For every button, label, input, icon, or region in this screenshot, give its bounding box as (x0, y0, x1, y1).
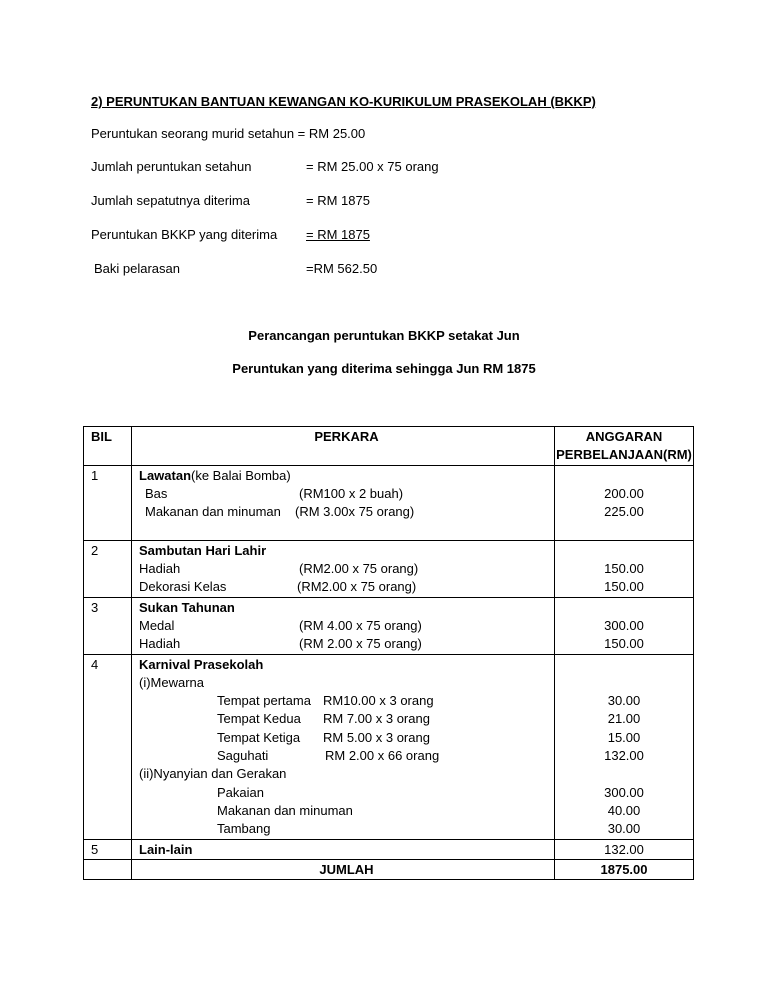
row-bil: 1 (84, 465, 132, 540)
row-amounts (555, 540, 694, 597)
item-calc: RM 2.00 x 66 orang (325, 748, 440, 764)
summary-annual (91, 159, 491, 175)
item-amount: 21.00 (607, 711, 641, 727)
summary-label: Jumlah sepatutnya diterima (91, 193, 250, 208)
item-name: Tempat Ketiga (217, 729, 301, 745)
table-row (84, 597, 694, 654)
item-calc: (RM 3.00x 75 orang) (295, 504, 415, 520)
row-amounts (555, 839, 694, 859)
summary-received (91, 227, 491, 243)
plan-title: Perancangan peruntukan BKKP setakat Jun (248, 328, 520, 343)
item-calc: (RM100 x 2 buah) (299, 485, 404, 501)
subsection-label: (i)Mewarna (139, 674, 205, 690)
section-heading: 2) PERUNTUKAN BANTUAN KEWANGAN KO-KURIKULUM PRASEKOLAH (BKKP) (91, 94, 596, 109)
table-header-row (84, 427, 694, 466)
item-name: Hadiah (139, 636, 181, 652)
row-perkara (132, 540, 555, 597)
row-perkara (132, 839, 555, 859)
summary-label: Baki pelarasan (94, 261, 180, 276)
item-name: Tambang (217, 821, 271, 837)
row-title: Lain-lain (139, 841, 193, 857)
header-anggaran (555, 427, 694, 466)
row-bil: 5 (84, 839, 132, 859)
item-calc: (RM2.00 x 75 orang) (297, 579, 417, 595)
budget-table (83, 426, 694, 880)
subsection-label: (ii)Nyanyian dan Gerakan (139, 766, 287, 782)
item-name: Tempat pertama (217, 693, 311, 709)
table-row (84, 540, 694, 597)
row-amounts (555, 654, 694, 839)
row-perkara (132, 597, 555, 654)
row-bil: 2 (84, 540, 132, 597)
item-name: Bas (145, 485, 168, 501)
summary-label: Jumlah peruntukan setahun (91, 159, 252, 174)
item-calc: (RM 2.00 x 75 orang) (299, 636, 422, 652)
total-label: JUMLAH (132, 859, 555, 879)
summary-label: Peruntukan seorang murid setahun = RM 25.00 (91, 126, 366, 141)
item-name: Makanan dan minuman (145, 504, 281, 520)
item-amount: 132.00 (604, 841, 644, 857)
item-name: Dekorasi Kelas (139, 579, 227, 595)
item-calc: RM10.00 x 3 orang (323, 693, 434, 709)
total-amount: 1875.00 (555, 859, 694, 879)
item-amount: 15.00 (607, 729, 641, 745)
row-perkara (132, 654, 555, 839)
item-amount: 200.00 (604, 485, 644, 501)
table-row (84, 654, 694, 839)
summary-balance (94, 261, 494, 277)
item-name: Tempat Kedua (217, 711, 301, 727)
summary-value: =RM 562.50 (306, 261, 378, 276)
item-amount: 40.00 (607, 802, 641, 818)
header-perkara: PERKARA (132, 427, 555, 466)
row-amounts (555, 465, 694, 540)
summary-expected (91, 193, 491, 209)
summary-per-pupil (91, 126, 365, 142)
item-amount: 150.00 (604, 636, 644, 652)
item-amount: 300.00 (604, 617, 644, 633)
item-name: Makanan dan minuman (217, 802, 353, 818)
item-name: Pakaian (217, 784, 264, 800)
item-amount: 150.00 (604, 561, 644, 577)
row-title: Lawatan (139, 467, 192, 483)
item-amount: 132.00 (604, 748, 644, 764)
row-perkara (132, 465, 555, 540)
row-amounts (555, 597, 694, 654)
row-bil: 3 (84, 597, 132, 654)
total-row (84, 859, 694, 879)
summary-value: = RM 25.00 x 75 orang (306, 159, 439, 174)
plan-subtitle: Peruntukan yang diterima sehingga Jun RM 1875 (232, 361, 536, 376)
item-name: Saguhati (217, 748, 269, 764)
item-amount: 30.00 (607, 693, 641, 709)
item-calc: RM 5.00 x 3 orang (323, 729, 430, 745)
row-title: Sambutan Hari Lahir (139, 542, 267, 558)
row-bil: 4 (84, 654, 132, 839)
item-calc: RM 7.00 x 3 orang (323, 711, 430, 727)
item-calc: (RM 4.00 x 75 orang) (299, 617, 422, 633)
summary-label: Peruntukan BKKP yang diterima (91, 227, 278, 242)
item-calc: (RM2.00 x 75 orang) (299, 561, 419, 577)
header-bil: BIL (84, 427, 132, 466)
item-amount: 30.00 (607, 821, 641, 837)
summary-value: = RM 1875 (306, 193, 370, 208)
header-anggaran-line2: PERBELANJAAN(RM) (556, 447, 692, 463)
item-name: Hadiah (139, 561, 181, 577)
item-name: Medal (139, 617, 175, 633)
table-row (84, 465, 694, 540)
header-anggaran-line1: ANGGARAN (585, 429, 663, 444)
item-amount: 150.00 (604, 579, 644, 595)
row-title: Sukan Tahunan (139, 599, 235, 615)
row-title: Karnival Prasekolah (139, 656, 264, 672)
item-amount: 300.00 (604, 784, 644, 800)
summary-value: = RM 1875 (306, 227, 370, 242)
table-row (84, 839, 694, 859)
row-title-rest: (ke Balai Bomba) (191, 467, 291, 483)
item-amount: 225.00 (604, 504, 644, 520)
